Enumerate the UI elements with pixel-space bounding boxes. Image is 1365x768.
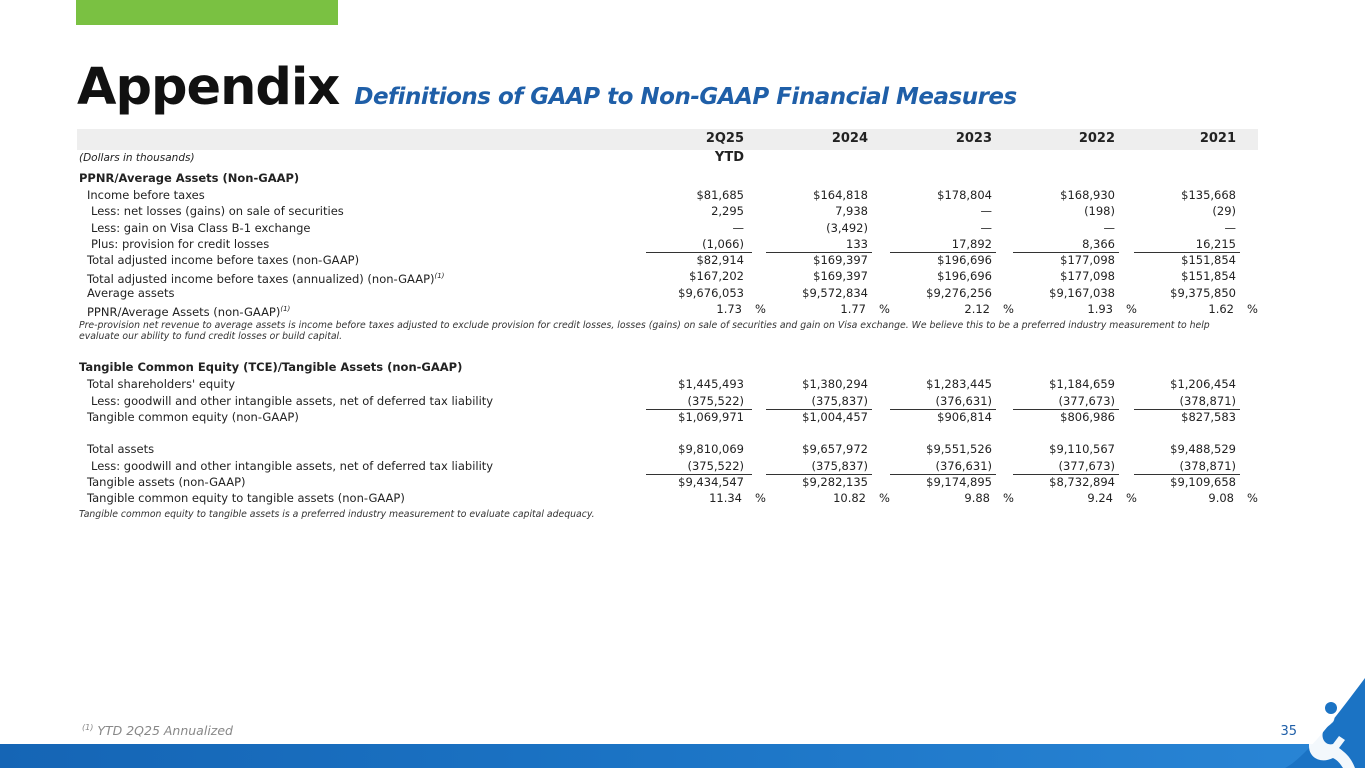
row-label (87, 441, 154, 457)
table-row (77, 252, 1258, 268)
column-header-2q25: 2Q25 (705, 131, 744, 146)
percent-unit: % (1247, 302, 1258, 317)
row-label (91, 458, 493, 474)
cell-value: — (1103, 220, 1115, 235)
cell-value: (375,837) (811, 458, 868, 473)
cell-value: $9,174,895 (926, 474, 992, 489)
cell-value: 1.62 (1208, 302, 1234, 317)
page-title: Appendix (77, 58, 340, 117)
row-label (87, 409, 299, 425)
cell-value: 11.34 (709, 491, 742, 506)
cell-value: $1,206,454 (1170, 377, 1236, 392)
percent-unit: % (1003, 491, 1014, 506)
table-header-row (77, 129, 1258, 150)
row-label-text: Total adjusted income before taxes (annualized) (non-GAAP) (87, 272, 435, 287)
row-label (87, 376, 235, 392)
row-label (91, 393, 493, 409)
footnote (82, 723, 233, 738)
cell-value: (375,522) (687, 458, 744, 473)
cell-value: $168,930 (1060, 188, 1115, 202)
table-row (77, 458, 1258, 474)
cell-value: (376,631) (935, 458, 992, 473)
cell-value: $151,854 (1181, 269, 1236, 284)
cell-value: 1.77 (840, 302, 866, 317)
cell-value: $1,445,493 (678, 377, 744, 392)
cell-value: $82,914 (696, 253, 744, 268)
cell-value: 7,938 (835, 204, 868, 219)
cell-value: — (1224, 220, 1236, 235)
percent-unit: % (879, 302, 890, 317)
column-header-2022: 2022 (1078, 131, 1115, 146)
page-subtitle: Definitions of GAAP to Non-GAAP Financial Measures (354, 84, 1017, 110)
table-row (77, 236, 1258, 252)
column-header-2021: 2021 (1199, 131, 1236, 146)
percent-unit: % (1003, 302, 1014, 317)
cell-value: $9,109,658 (1170, 474, 1236, 489)
cell-value: 8,366 (1082, 236, 1115, 251)
percent-unit: % (755, 491, 766, 506)
row-label-sup: (1) (280, 305, 291, 314)
ppnr-section (77, 170, 1258, 342)
cell-value: $9,488,529 (1170, 442, 1236, 457)
row-label (87, 252, 359, 268)
cell-value: 10.82 (833, 491, 866, 506)
table-row (77, 409, 1258, 425)
row-label-text: Total shareholders' equity (87, 377, 235, 392)
cell-value: $151,854 (1181, 253, 1236, 268)
row-label-text: Total adjusted income before taxes (non-GAAP) (87, 253, 360, 268)
section-note: Pre-provision net revenue to average assets is income before taxes adjusted to exclude provision for credit losses, losses (gains) on sale of securities and gain on Visa exchange. We believe this to be a preferred industry measurement to help evaluate our ability to fund credit losses or build capital. (79, 320, 1210, 343)
cell-value: (375,522) (687, 393, 744, 408)
cell-value: $196,696 (937, 253, 992, 268)
row-label-text: Less: goodwill and other intangible assets, net of deferred tax liability (91, 393, 494, 408)
row-label-text: Income before taxes (87, 188, 205, 202)
cell-value: $177,098 (1060, 269, 1115, 284)
row-label (87, 474, 246, 490)
percent-unit: % (755, 302, 766, 317)
percent-unit: % (1126, 302, 1137, 317)
cell-value: 2.12 (964, 302, 990, 317)
cell-value: $9,657,972 (802, 442, 868, 457)
accent-bar (76, 0, 338, 25)
cell-value: $1,184,659 (1049, 377, 1115, 392)
row-spacer (77, 425, 1258, 441)
cell-value: $1,069,971 (678, 409, 744, 424)
section-title-row (77, 170, 1258, 187)
cell-value: $135,668 (1181, 188, 1236, 202)
table-row (77, 268, 1258, 287)
cell-value: (198) (1084, 204, 1115, 219)
row-label-sup: (1) (434, 272, 445, 281)
cell-value: $9,810,069 (678, 442, 744, 457)
table-row (77, 441, 1258, 457)
row-label (87, 490, 405, 506)
cell-value: $1,283,445 (926, 377, 992, 392)
column-header-2024: 2024 (831, 131, 868, 146)
cell-value: $196,696 (937, 269, 992, 284)
tce-section (77, 359, 1258, 520)
cell-value: $167,202 (689, 269, 744, 284)
cell-value: 9.88 (964, 491, 990, 506)
cell-value: (377,673) (1058, 458, 1115, 473)
cell-value: (376,631) (935, 393, 992, 408)
row-label (91, 236, 269, 252)
cell-value: 17,892 (951, 236, 992, 251)
row-label (91, 220, 310, 236)
row-label-text: Tangible assets (non-GAAP) (87, 474, 246, 489)
table-row (77, 301, 1258, 317)
cell-value: (377,673) (1058, 393, 1115, 408)
table-row (77, 474, 1258, 490)
cell-value: $906,814 (937, 409, 992, 424)
row-label-text: Tangible common equity to tangible assets (non-GAAP) (87, 491, 405, 506)
cell-value: $1,004,457 (802, 409, 868, 424)
cell-value: 1.73 (716, 302, 742, 317)
cell-value: $9,110,567 (1049, 442, 1115, 457)
financial-table (77, 129, 1258, 520)
units-note: (Dollars in thousands) (79, 152, 195, 164)
percent-unit: % (1126, 491, 1137, 506)
cell-value: $81,685 (696, 188, 744, 202)
row-label-text: Tangible common equity (non-GAAP) (87, 409, 299, 424)
table-row (77, 203, 1258, 219)
row-label-text: Less: goodwill and other intangible assets, net of deferred tax liability (91, 458, 494, 473)
row-label-text: Less: gain on Visa Class B-1 exchange (91, 220, 311, 235)
cell-value: $164,818 (813, 188, 868, 202)
cell-value: (1,066) (702, 236, 744, 251)
cell-value: (378,871) (1179, 393, 1236, 408)
cell-value: 9.08 (1208, 491, 1234, 506)
row-label (87, 187, 205, 203)
table-row (77, 376, 1258, 392)
percent-unit: % (879, 491, 890, 506)
cell-value: 16,215 (1195, 236, 1236, 251)
cell-value: (378,871) (1179, 458, 1236, 473)
row-label (91, 203, 344, 219)
cell-value: 1.93 (1087, 302, 1113, 317)
cell-value: $9,551,526 (926, 442, 992, 457)
row-label-text: Less: net losses (gains) on sale of securities (91, 204, 344, 219)
cell-value: — (732, 220, 744, 235)
section-note: Tangible common equity to tangible assets is a preferred industry measurement to evaluate capital adequacy. (79, 509, 595, 521)
percent-unit: % (1247, 491, 1258, 506)
cell-value: 2,295 (711, 204, 744, 219)
table-row (77, 393, 1258, 409)
cell-value: $178,804 (937, 188, 992, 202)
section-title: PPNR/Average Assets (Non-GAAP) (79, 171, 300, 185)
section-title: Tangible Common Equity (TCE)/Tangible Assets (non-GAAP) (79, 360, 463, 375)
table-row (77, 490, 1258, 506)
table-row (77, 187, 1258, 203)
cell-value: $177,098 (1060, 253, 1115, 268)
cell-value: $827,583 (1181, 409, 1236, 424)
cell-value: $9,434,547 (678, 474, 744, 489)
table-row (77, 285, 1258, 301)
cell-value: $169,397 (813, 269, 868, 284)
row-label-text: Average assets (87, 285, 175, 300)
footnote-text: YTD 2Q25 Annualized (97, 723, 233, 739)
row-label-text: Total assets (87, 442, 155, 457)
ytd-label: YTD (714, 150, 744, 165)
table-row (77, 220, 1258, 236)
cell-value: (29) (1212, 204, 1236, 219)
cell-value: — (980, 220, 992, 235)
cell-value: $8,732,894 (1049, 474, 1115, 489)
cell-value: $1,380,294 (802, 377, 868, 392)
cell-value: 133 (846, 236, 868, 251)
cell-value: $9,676,053 (678, 285, 744, 300)
page-title-row (77, 58, 1017, 117)
row-label-text: PPNR/Average Assets (non-GAAP) (87, 304, 281, 319)
cell-value: (375,837) (811, 393, 868, 408)
section-title-row (77, 359, 1258, 376)
cell-value: $806,986 (1060, 409, 1115, 424)
cell-value: (3,492) (826, 220, 868, 235)
cell-value: $9,572,834 (802, 285, 868, 300)
cell-value: $169,397 (813, 253, 868, 268)
row-label (87, 285, 175, 301)
page-number: 35 (1280, 724, 1297, 739)
row-label-text: Plus: provision for credit losses (91, 236, 270, 251)
cell-value: $9,276,256 (926, 285, 992, 300)
cell-value: $9,375,850 (1170, 285, 1236, 300)
ampersand-logo-icon (1285, 678, 1365, 768)
footer-band (0, 744, 1365, 768)
footnote-mark: (1) (82, 723, 94, 732)
cell-value: $9,282,135 (802, 474, 868, 489)
cell-value: — (980, 204, 992, 219)
cell-value: 9.24 (1087, 491, 1113, 506)
cell-value: $9,167,038 (1049, 285, 1115, 300)
column-header-2023: 2023 (955, 131, 992, 146)
units-row (77, 150, 1258, 170)
row-label (87, 301, 290, 320)
